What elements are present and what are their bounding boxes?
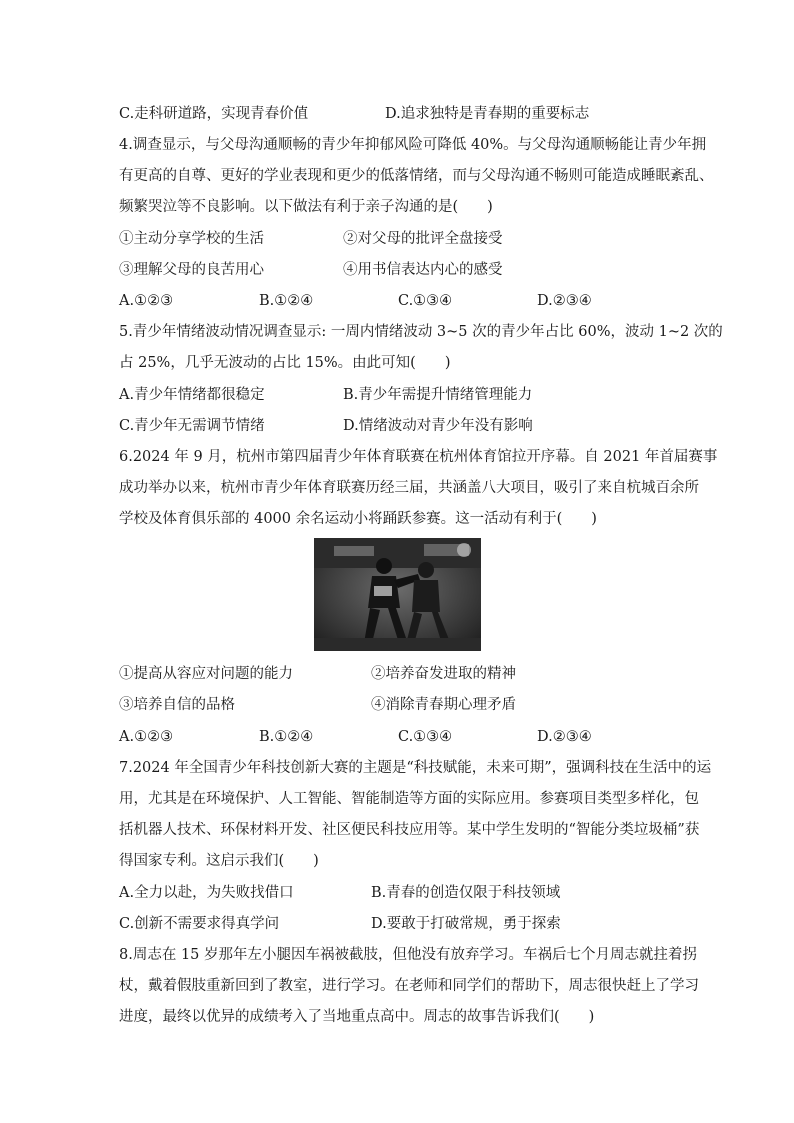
q5-option-a: A.青少年情绪都很稳定 <box>119 387 265 403</box>
q6-item-3: ③培养自信的品格 <box>119 697 235 713</box>
martial-arts-match-image <box>314 538 481 651</box>
q6-choice-b: B.①②④ <box>259 729 314 745</box>
q4-choice-d: D.②③④ <box>537 293 592 309</box>
q5-option-d: D.情绪波动对青少年没有影响 <box>343 418 533 434</box>
q7-option-c: C.创新不需要求得真学问 <box>119 916 280 932</box>
q7-stem-line-2: 用，尤其是在环境保护、人工智能、智能制造等方面的实际应用。参赛项目类型多样化，包 <box>119 791 699 807</box>
q6-item-1: ①提高从容应对问题的能力 <box>119 666 293 682</box>
q3-option-c: C.走科研道路，实现青春价值 <box>119 106 309 122</box>
q7-option-b: B.青春的创造仅限于科技领域 <box>371 885 561 901</box>
q4-item-1: ①主动分享学校的生活 <box>119 231 264 247</box>
q5-option-c: C.青少年无需调节情绪 <box>119 418 265 434</box>
q5-stem-line-1: 5.青少年情绪波动情况调查显示: 一周内情绪波动 3~5 次的青少年占比 60%，波动 1~2 次的 <box>119 324 723 340</box>
q6-stem-line-2: 成功举办以来，杭州市青少年体育联赛历经三届，共涵盖八大项目，吸引了来自杭城百余所 <box>119 480 699 496</box>
q5-stem-line-2: 占 25%，几乎无波动的占比 15%。由此可知( ) <box>119 355 451 371</box>
q6-stem-line-3: 学校及体育俱乐部的 4000 余名运动小将踊跃参赛。这一活动有利于( ) <box>119 511 597 527</box>
q4-stem-line-3: 频繁哭泣等不良影响。以下做法有利于亲子沟通的是( ) <box>119 199 493 215</box>
q4-stem-line-1: 4.调查显示，与父母沟通顺畅的青少年抑郁风险可降低 40%。与父母沟通顺畅能让青少年拥 <box>119 137 707 153</box>
q6-item-4: ④消除青春期心理矛盾 <box>371 697 516 713</box>
q4-item-4: ④用书信表达内心的感受 <box>343 262 503 278</box>
q8-stem-line-1: 8.周志在 15 岁那年左小腿因车祸被截肢，但他没有放弃学习。车祸后七个月周志就拄着拐 <box>119 947 697 963</box>
sports-match-photo <box>314 538 481 651</box>
q6-item-2: ②培养奋发进取的精神 <box>371 666 516 682</box>
q4-choice-a: A.①②③ <box>119 293 174 309</box>
q5-option-b: B.青少年需提升情绪管理能力 <box>343 387 533 403</box>
q4-item-2: ②对父母的批评全盘接受 <box>343 231 503 247</box>
q7-stem-line-1: 7.2024 年全国青少年科技创新大赛的主题是“科技赋能，未来可期”，强调科技在生活中的运 <box>119 760 712 776</box>
q8-stem-line-2: 杖，戴着假肢重新回到了教室，进行学习。在老师和同学们的帮助下，周志很快赶上了学习 <box>119 978 699 994</box>
q7-option-d: D.要敢于打破常规，勇于探索 <box>371 916 561 932</box>
q6-choice-c: C.①③④ <box>398 729 453 745</box>
q7-stem-line-4: 得国家专利。这启示我们( ) <box>119 853 319 869</box>
q3-option-d: D.追求独特是青春期的重要标志 <box>385 106 590 122</box>
q6-stem-line-1: 6.2024 年 9 月，杭州市第四届青少年体育联赛在杭州体育馆拉开序幕。自 2021 年首届赛事 <box>119 449 718 465</box>
q4-choice-b: B.①②④ <box>259 293 314 309</box>
q7-stem-line-3: 括机器人技术、环保材料开发、社区便民科技应用等。某中学生发明的“智能分类垃圾桶”获 <box>119 822 700 838</box>
q7-option-a: A.全力以赴，为失败找借口 <box>119 885 294 901</box>
q8-stem-line-3: 进度，最终以优异的成绩考入了当地重点高中。周志的故事告诉我们( ) <box>119 1009 595 1025</box>
q4-stem-line-2: 有更高的自尊、更好的学业表现和更少的低落情绪，而与父母沟通不畅则可能造成睡眠紊乱、 <box>119 168 714 184</box>
q6-choice-a: A.①②③ <box>119 729 174 745</box>
q4-item-3: ③理解父母的良苦用心 <box>119 262 264 278</box>
q6-choice-d: D.②③④ <box>537 729 592 745</box>
q4-choice-c: C.①③④ <box>398 293 453 309</box>
